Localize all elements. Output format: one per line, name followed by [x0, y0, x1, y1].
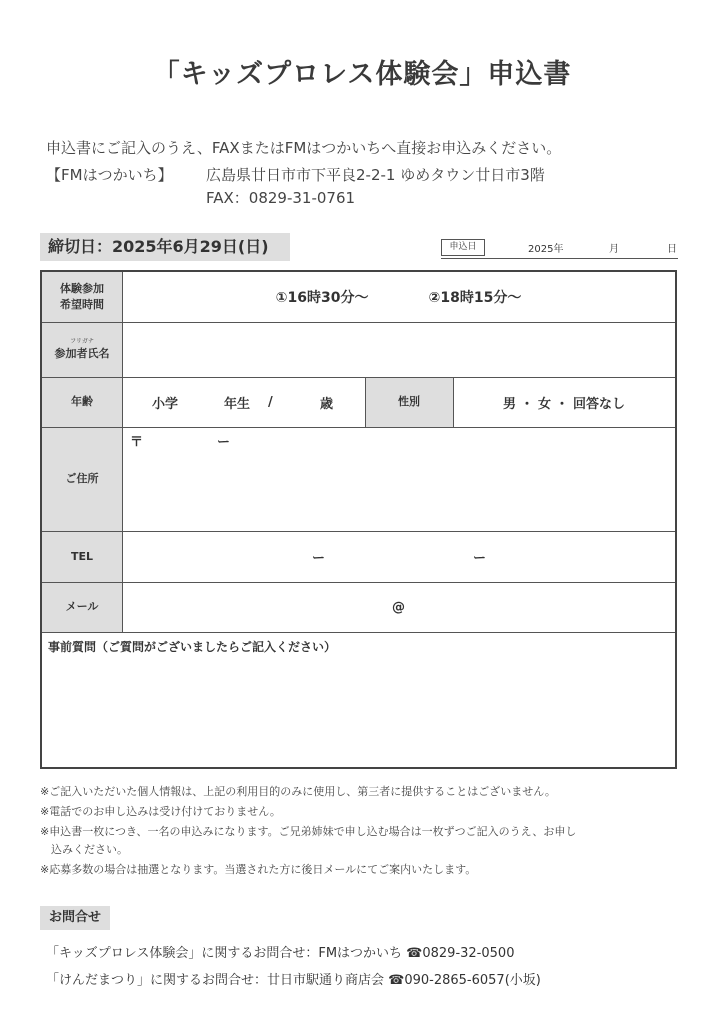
gender-options[interactable]: 男 ・ 女 ・ 回答なし — [502, 396, 626, 412]
questions-label: 事前質問（ご質問がございましたらご記入ください） — [48, 640, 337, 654]
address-field[interactable] — [122, 427, 675, 531]
note-one-per-form: ※申込書一枚につき、一名の申込みになります。ご兄弟姉妹で申し込む場合は一枚ずつご記入のうえ、お申し — [40, 825, 577, 838]
age-grade: 年生 — [224, 396, 251, 412]
row-divider — [42, 377, 675, 378]
age-years: 歳 — [320, 396, 334, 412]
note-lottery: ※応募多数の場合は抽選となります。当選された方に後日メールにてご案内いたします。 — [40, 863, 477, 876]
tel-dash-1: ー — [312, 551, 326, 566]
age-label: 年齢 — [42, 377, 122, 427]
gender-label: 性別 — [365, 377, 453, 427]
page-title: 「キッズプロレス体験会」申込書 — [152, 59, 572, 90]
email-label: メール — [42, 582, 122, 632]
email-at: @ — [392, 599, 405, 615]
apply-date-month: 月 — [609, 244, 619, 255]
time-option-1[interactable]: ①16時30分～ — [275, 290, 369, 306]
apply-date-label: 申込日 — [441, 239, 485, 256]
column-divider — [365, 377, 366, 427]
row-divider — [42, 427, 675, 428]
contact-line-kendama: 「けんだまつり」に関するお問合せ：廿日市駅通り商店会 ☎090-2865-6057(小坂) — [46, 973, 541, 988]
column-divider — [122, 272, 123, 632]
tel-field[interactable] — [122, 531, 675, 582]
apply-date-underline — [441, 258, 678, 259]
furigana-label: フリガナ — [70, 338, 94, 345]
age-field[interactable] — [122, 377, 365, 427]
contact-label: お問合せ — [40, 906, 110, 930]
address-label: ご住所 — [42, 427, 122, 531]
name-field[interactable] — [122, 322, 675, 377]
name-label — [42, 322, 122, 377]
time-label-line1: 体験参加 — [60, 282, 104, 295]
age-slash: / — [268, 394, 273, 410]
name-label-text: 参加者氏名 — [54, 347, 110, 360]
age-school: 小学 — [152, 396, 179, 412]
intro-instruction: 申込書にご記入のうえ、FAXまたはFMはつかいちへ直接お申込みください。 — [46, 139, 562, 157]
email-field[interactable] — [122, 582, 675, 632]
application-form — [40, 270, 677, 769]
postal-dash: ー — [217, 435, 231, 450]
deadline-badge: 締切日：2025年6月29日(日) — [40, 233, 290, 261]
note-privacy: ※ご記入いただいた個人情報は、上記の利用目的のみに使用し、第三者に提供することはございません。 — [40, 785, 556, 798]
column-divider — [453, 377, 454, 427]
tel-dash-2: ー — [473, 551, 487, 566]
row-divider — [42, 582, 675, 583]
tel-label: TEL — [42, 531, 122, 582]
fax-number: FAX：0829-31-0761 — [206, 189, 356, 207]
postal-mark: 〒 — [130, 435, 144, 450]
time-option-2[interactable]: ②18時15分～ — [428, 290, 522, 306]
time-options[interactable] — [122, 272, 675, 322]
note-one-per-form-cont: 込みください。 — [40, 843, 128, 856]
org-address: 広島県廿日市市下平良2-2-1 ゆめタウン廿日市3階 — [206, 166, 545, 184]
row-divider — [42, 531, 675, 532]
time-label — [42, 272, 122, 322]
note-no-phone: ※電話でのお申し込みは受け付けておりません。 — [40, 805, 281, 818]
time-label-line2: 希望時間 — [60, 298, 104, 311]
row-divider — [42, 322, 675, 323]
org-name: 【FMはつかいち】 — [46, 166, 173, 184]
row-divider — [42, 632, 675, 633]
questions-field[interactable] — [42, 632, 675, 767]
contact-line-fm: 「キッズプロレス体験会」に関するお問合せ：FMはつかいち ☎0829-32-0500 — [46, 946, 515, 961]
apply-date-year: 2025年 — [528, 244, 564, 255]
apply-date-day: 日 — [667, 244, 677, 255]
